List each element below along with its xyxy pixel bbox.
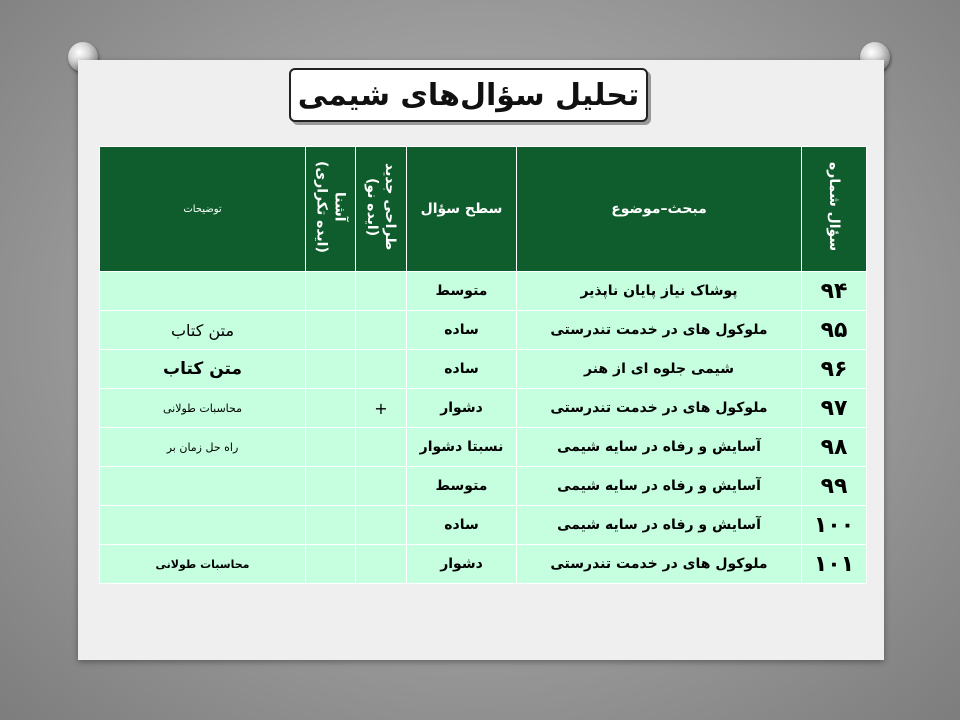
cell-level: متوسط <box>407 272 517 311</box>
cell-new-design <box>356 428 407 467</box>
page-title: تحلیل سؤال‌های شیمی <box>297 77 640 113</box>
header-familiar <box>306 147 356 272</box>
cell-number: ۹۹ <box>802 467 867 506</box>
header-level: سطح سؤال <box>407 147 517 272</box>
analysis-table <box>99 146 867 584</box>
cell-notes: محاسبات طولانی <box>100 545 306 584</box>
cell-notes <box>100 506 306 545</box>
cell-topic: آسایش و رفاه در سایه شیمی <box>517 506 802 545</box>
cell-level: دشوار <box>407 389 517 428</box>
cell-topic: شیمی جلوه ای از هنر <box>517 350 802 389</box>
cell-number: ۹۶ <box>802 350 867 389</box>
table-row <box>100 506 867 545</box>
cell-new-design: + <box>356 389 407 428</box>
cell-new-design <box>356 506 407 545</box>
cell-new-design <box>356 272 407 311</box>
cell-familiar <box>306 467 356 506</box>
cell-number: ۹۸ <box>802 428 867 467</box>
cell-number: ۹۵ <box>802 311 867 350</box>
cell-topic: پوشاک نیاز پایان ناپذیر <box>517 272 802 311</box>
cell-new-design <box>356 350 407 389</box>
cell-familiar <box>306 389 356 428</box>
header-notes: توضیحات <box>100 147 306 272</box>
table-header-row <box>100 147 867 272</box>
cell-familiar <box>306 506 356 545</box>
cell-level: ساده <box>407 506 517 545</box>
title-box <box>289 68 648 122</box>
cell-number: ۹۷ <box>802 389 867 428</box>
table-row <box>100 389 867 428</box>
cell-notes: محاسبات طولانی <box>100 389 306 428</box>
header-familiar-label: آشنا (ایده تکراری) <box>313 161 348 253</box>
cell-new-design <box>356 311 407 350</box>
cell-topic: ملوکول های در خدمت تندرستی <box>517 545 802 584</box>
cell-notes <box>100 467 306 506</box>
cell-topic: آسایش و رفاه در سایه شیمی <box>517 467 802 506</box>
table-row <box>100 350 867 389</box>
table-row <box>100 467 867 506</box>
cell-familiar <box>306 545 356 584</box>
cell-level: ساده <box>407 311 517 350</box>
cell-notes: راه حل زمان بر <box>100 428 306 467</box>
cell-level: دشوار <box>407 545 517 584</box>
header-new-design <box>356 147 407 272</box>
cell-topic: ملوکول های در خدمت تندرستی <box>517 311 802 350</box>
cell-level: نسبتا دشوار <box>407 428 517 467</box>
cell-familiar <box>306 311 356 350</box>
table-row <box>100 545 867 584</box>
header-topic: مبحث–موضوع <box>517 147 802 272</box>
cell-new-design <box>356 545 407 584</box>
cell-number: ۹۴ <box>802 272 867 311</box>
cell-number: ۱۰۰ <box>802 506 867 545</box>
table-row <box>100 311 867 350</box>
cell-familiar <box>306 428 356 467</box>
table-row <box>100 272 867 311</box>
cell-notes: متن کتاب <box>100 311 306 350</box>
cell-notes: متن کتاب <box>100 350 306 389</box>
cell-number: ۱۰۱ <box>802 545 867 584</box>
cell-new-design <box>356 467 407 506</box>
cell-familiar <box>306 272 356 311</box>
table-row <box>100 428 867 467</box>
cell-topic: آسایش و رفاه در سایه شیمی <box>517 428 802 467</box>
header-new-design-label: طراحی جدید (ایده نو) <box>364 163 399 251</box>
header-number-label: سؤال شماره <box>826 162 843 252</box>
cell-level: ساده <box>407 350 517 389</box>
header-number <box>802 147 867 272</box>
cell-notes <box>100 272 306 311</box>
cell-familiar <box>306 350 356 389</box>
cell-topic: ملوکول های در خدمت تندرستی <box>517 389 802 428</box>
cell-level: متوسط <box>407 467 517 506</box>
